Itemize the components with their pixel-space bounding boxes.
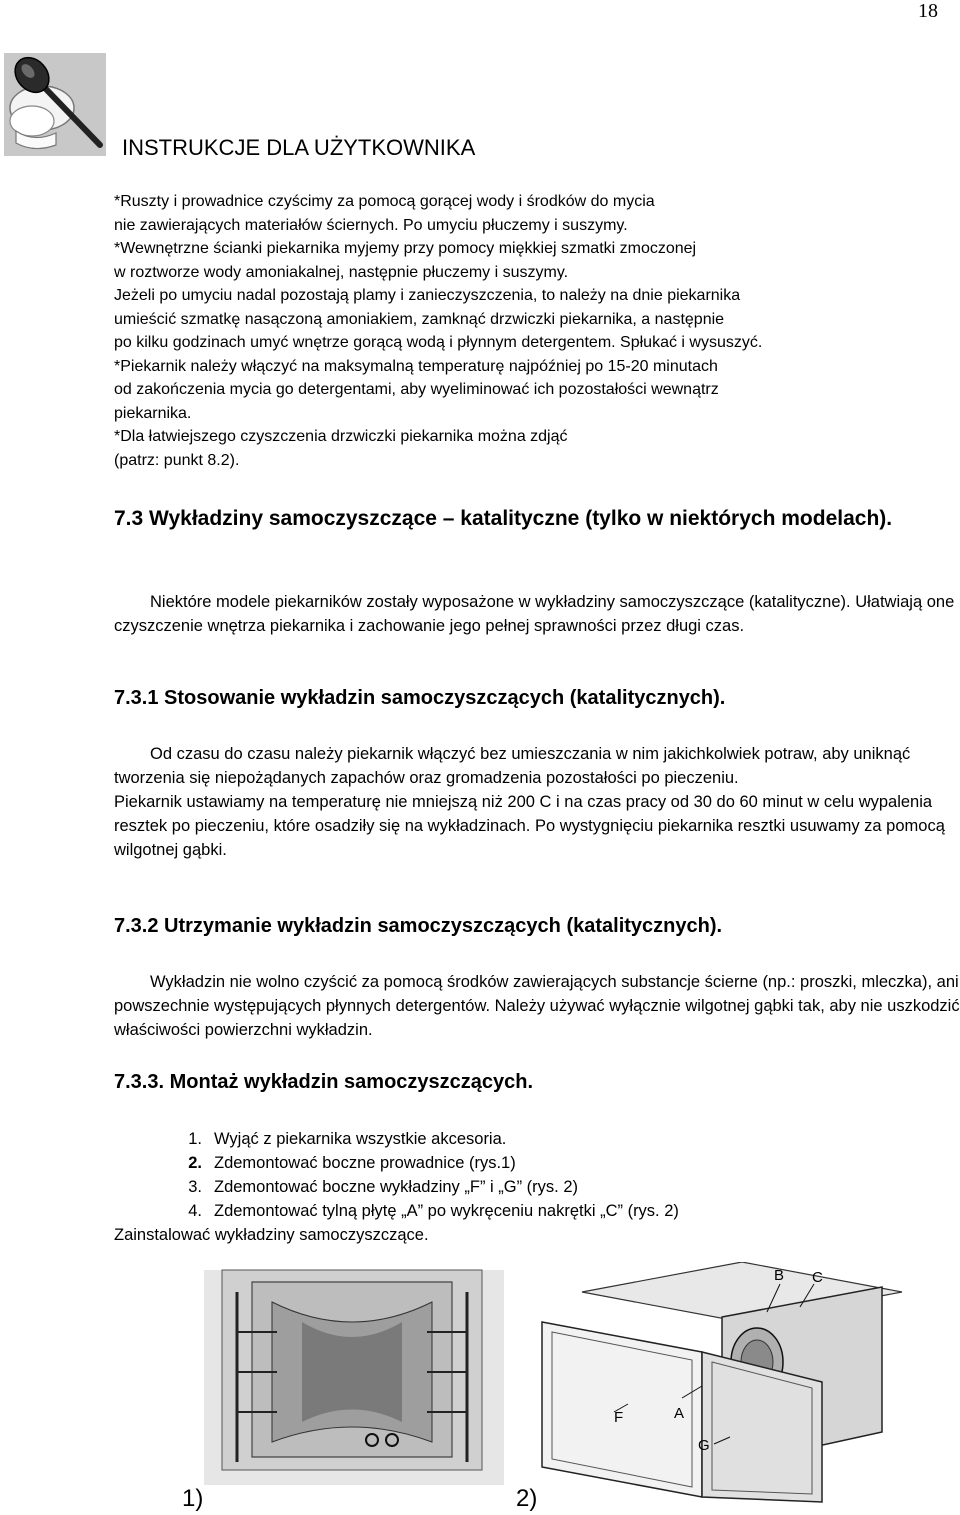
figure-2-part-c-label: C — [812, 1269, 823, 1286]
final-instruction: Zainstalować wykładziny samoczyszczące. — [114, 1226, 429, 1244]
figures — [182, 1262, 960, 1512]
list-item — [114, 1199, 954, 1223]
page-title: INSTRUKCJE DLA UŻYTKOWNIKA — [122, 135, 476, 160]
list-item — [114, 1151, 954, 1175]
step-number: 3. — [188, 1178, 202, 1196]
intro-line: (patrz: punkt 8.2). — [114, 451, 240, 469]
intro-line: *Piekarnik należy włączyć na maksymalną temperaturę najpóźniej po 15-20 minutach — [114, 357, 718, 375]
figure-2-catalytic-liners — [542, 1262, 902, 1502]
figure-2-label: 2) — [516, 1485, 538, 1512]
intro-line: piekarnika. — [114, 404, 192, 422]
intro-line: nie zawierających materiałów ściernych. Po umyciu płuczemy i suszymy. — [114, 216, 628, 234]
step-number: 2. — [188, 1154, 202, 1172]
section-7-3-2-heading: 7.3.2 Utrzymanie wykładzin samoczyszczących (katalitycznych). — [114, 915, 723, 937]
section-7-3-paragraph: Niektóre modele piekarników zostały wyposażone w wykładziny samoczyszczące (katalityczne). Ułatwiają one czyszczenie wnętrza piekarnika i zachowanie jego pełnej sprawności przez długi czas. — [114, 593, 955, 635]
section-7-3-text — [114, 590, 960, 638]
mounting-steps-list — [114, 1127, 954, 1247]
intro-block — [114, 190, 954, 472]
section-7-3-1-paragraph-1: Od czasu do czasu należy piekarnik włączyć bez umieszczania w nim jakichkolwiek potraw, aby uniknąć tworzenia się niepożądanych zapachów oraz gromadzenia pozostałości po pieczeniu. — [114, 745, 911, 787]
intro-line: Jeżeli po umyciu nadal pozostają plamy i zanieczyszczenia, to należy na dnie piekarnika — [114, 287, 741, 304]
step-number: 4. — [188, 1202, 202, 1220]
page-number: 18 — [918, 0, 938, 22]
figure-2-part-a-label: A — [674, 1405, 685, 1422]
step-number: 1. — [188, 1130, 202, 1148]
step-text: Zdemontować boczne wykładziny „F” i „G” (rys. 2) — [214, 1178, 579, 1196]
figure-2-part-b-label: B — [774, 1267, 785, 1284]
intro-line: umieścić szmatkę nasączoną amoniakiem, zamknąć drzwiczki piekarnika, a następnie — [114, 310, 725, 328]
section-7-3-2-paragraph: Wykładzin nie wolno czyścić za pomocą środków zawierających substancje ścierne (np.: proszki, mleczka), ani powszechnie występujących płynnych detergentów. Należy używać wyłącznie wilgotnej gąbki tak, aby nie uszkodzić właściwości powierzchni wykładzin. — [114, 973, 960, 1039]
intro-line: *Wewnętrzne ścianki piekarnika myjemy przy pomocy miękkiej szmatki zmoczonej — [114, 240, 697, 257]
section-7-3-3-heading: 7.3.3. Montaż wykładzin samoczyszczących. — [114, 1071, 534, 1093]
intro-line: *Dla łatwiejszego czyszczenia drzwiczki piekarnika można zdjąć — [114, 428, 568, 445]
intro-line: po kilku godzinach umyć wnętrze gorącą wodą i płynnym detergentem. Spłukać i wysuszyć. — [114, 334, 763, 351]
section-7-3-1-text — [114, 742, 960, 862]
section-7-3-1-paragraph-2: Piekarnik ustawiamy na temperaturę nie mniejszą niż 200 C i na czas pracy od 30 do 60 minut w celu wypalenia resztek po pieczeniu, które osadziły się na wykładzinach. Po wystygnięciu piekarnika resztki usuwamy za pomocą wilgotnej gąbki. — [114, 793, 945, 859]
figure-1-label: 1) — [182, 1485, 204, 1512]
section-7-3-1-heading: 7.3.1 Stosowanie wykładzin samoczyszczących (katalitycznych). — [114, 687, 726, 709]
figure-1-side-guides — [204, 1270, 504, 1485]
list-item — [114, 1175, 954, 1199]
figure-2-part-f-label: F — [614, 1409, 624, 1426]
intro-line: w roztworze wody amoniakalnej, następnie płuczemy i suszymy. — [114, 263, 569, 281]
list-item — [114, 1127, 954, 1151]
step-text: Wyjąć z piekarnika wszystkie akcesoria. — [214, 1130, 507, 1148]
intro-line: *Ruszty i prowadnice czyścimy za pomocą gorącej wody i środków do mycia — [114, 193, 655, 210]
spoon-chef-hat-logo — [4, 53, 106, 156]
step-text: Zdemontować tylną płytę „A” po wykręceniu nakrętki „C” (rys. 2) — [214, 1202, 679, 1220]
section-7-3-2-text — [114, 970, 960, 1042]
section-7-3-heading: 7.3 Wykładziny samoczyszczące – katalityczne (tylko w niektórych modelach). — [114, 507, 893, 530]
figure-2-part-g-label: G — [698, 1437, 710, 1454]
intro-line: od zakończenia mycia go detergentami, aby wyeliminować ich pozostałości wewnątrz — [114, 381, 719, 398]
step-text: Zdemontować boczne prowadnice (rys.1) — [214, 1154, 516, 1172]
